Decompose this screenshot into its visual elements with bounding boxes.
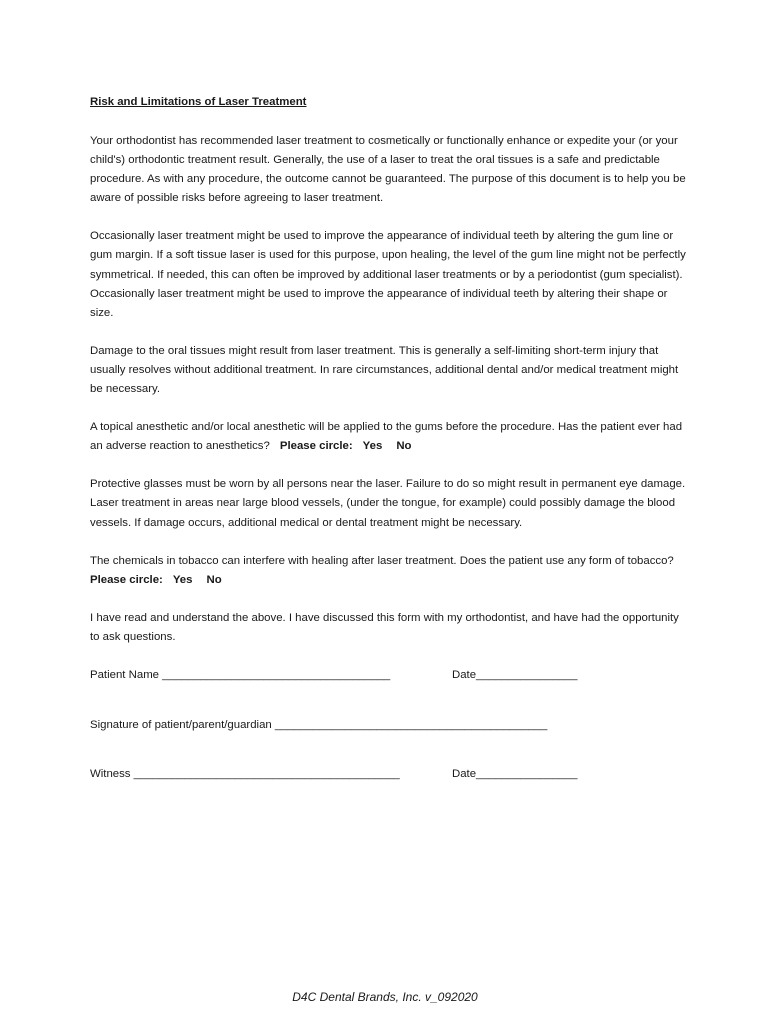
anesthetic-yes-option[interactable]: Yes [362, 440, 383, 453]
patient-name-field[interactable]: Patient Name ____________________________________ [90, 669, 391, 681]
anesthetic-question: A topical anesthetic and/or local anesthetic will be applied to the gums before the procedure. Has the patient ever had an adverse reaction to anesthetics? [90, 421, 683, 453]
footer-text: D4C Dental Brands, Inc. v_092020 [292, 990, 478, 1004]
anesthetic-circle-prompt: Please circle: [279, 440, 353, 453]
tobacco-circle-prompt: Please circle: [90, 573, 163, 586]
document-title: Risk and Limitations of Laser Treatment [90, 96, 307, 108]
signature-field[interactable]: Signature of patient/parent/guardian ___________________________________________ [90, 719, 548, 731]
witness-field[interactable]: Witness __________________________________________ [90, 768, 400, 780]
date-field-2[interactable]: Date________________ [452, 768, 578, 780]
paragraph-intro: Your orthodontist has recommended laser treatment to cosmetically or functionally enhance or expedite your (or your child's) orthodontic treatment result. Generally, the use of a laser to treat the oral tissues is a safe and predictable procedure. As with any procedure, the outcome cannot be guaranteed. The purpose of this document is to help you be aware of possible risks before agreeing to laser treatment. [90, 135, 686, 205]
tobacco-question: The chemicals in tobacco can interfere with healing after laser treatment. Does the patient use any form of tobacco? [90, 554, 674, 567]
anesthetic-no-option[interactable]: No [396, 440, 412, 453]
date-field-1[interactable]: Date________________ [452, 669, 578, 681]
paragraph-tobacco [90, 552, 690, 590]
form-content [90, 93, 690, 647]
tobacco-no-option[interactable]: No [206, 573, 222, 586]
paragraph-gum-line: Occasionally laser treatment might be used to improve the appearance of individual teeth by altering the gum line or gum margin. If a soft tissue laser is used for this purpose, upon healing, the level of the gum line might not be perfectly symmetrical. If needed, this can often be improved by additional laser treatments or by a periodontist (gum specialist). Occasionally laser treatment might be used to improve the appearance of individual teeth by altering their shape or size. [90, 230, 686, 319]
paragraph-protective-glasses: Protective glasses must be worn by all persons near the laser. Failure to do so might result in permanent eye damage. Laser treatment in areas near large blood vessels, (under the tongue, for example) could possibly damage the blood vessels. If damage occurs, additional medical or dental treatment might be necessary. [90, 478, 686, 529]
paragraph-acknowledgement: I have read and understand the above. I have discussed this form with my orthodontist, and have had the opportunity to ask questions. [90, 611, 679, 643]
tobacco-yes-option[interactable]: Yes [172, 573, 193, 586]
paragraph-anesthetic [90, 418, 690, 456]
paragraph-tissue-damage: Damage to the oral tissues might result from laser treatment. This is generally a self-limiting short-term injury that usually resolves without additional treatment. In rare circumstances, additional dental and/or medical treatment might be necessary. [90, 344, 679, 396]
